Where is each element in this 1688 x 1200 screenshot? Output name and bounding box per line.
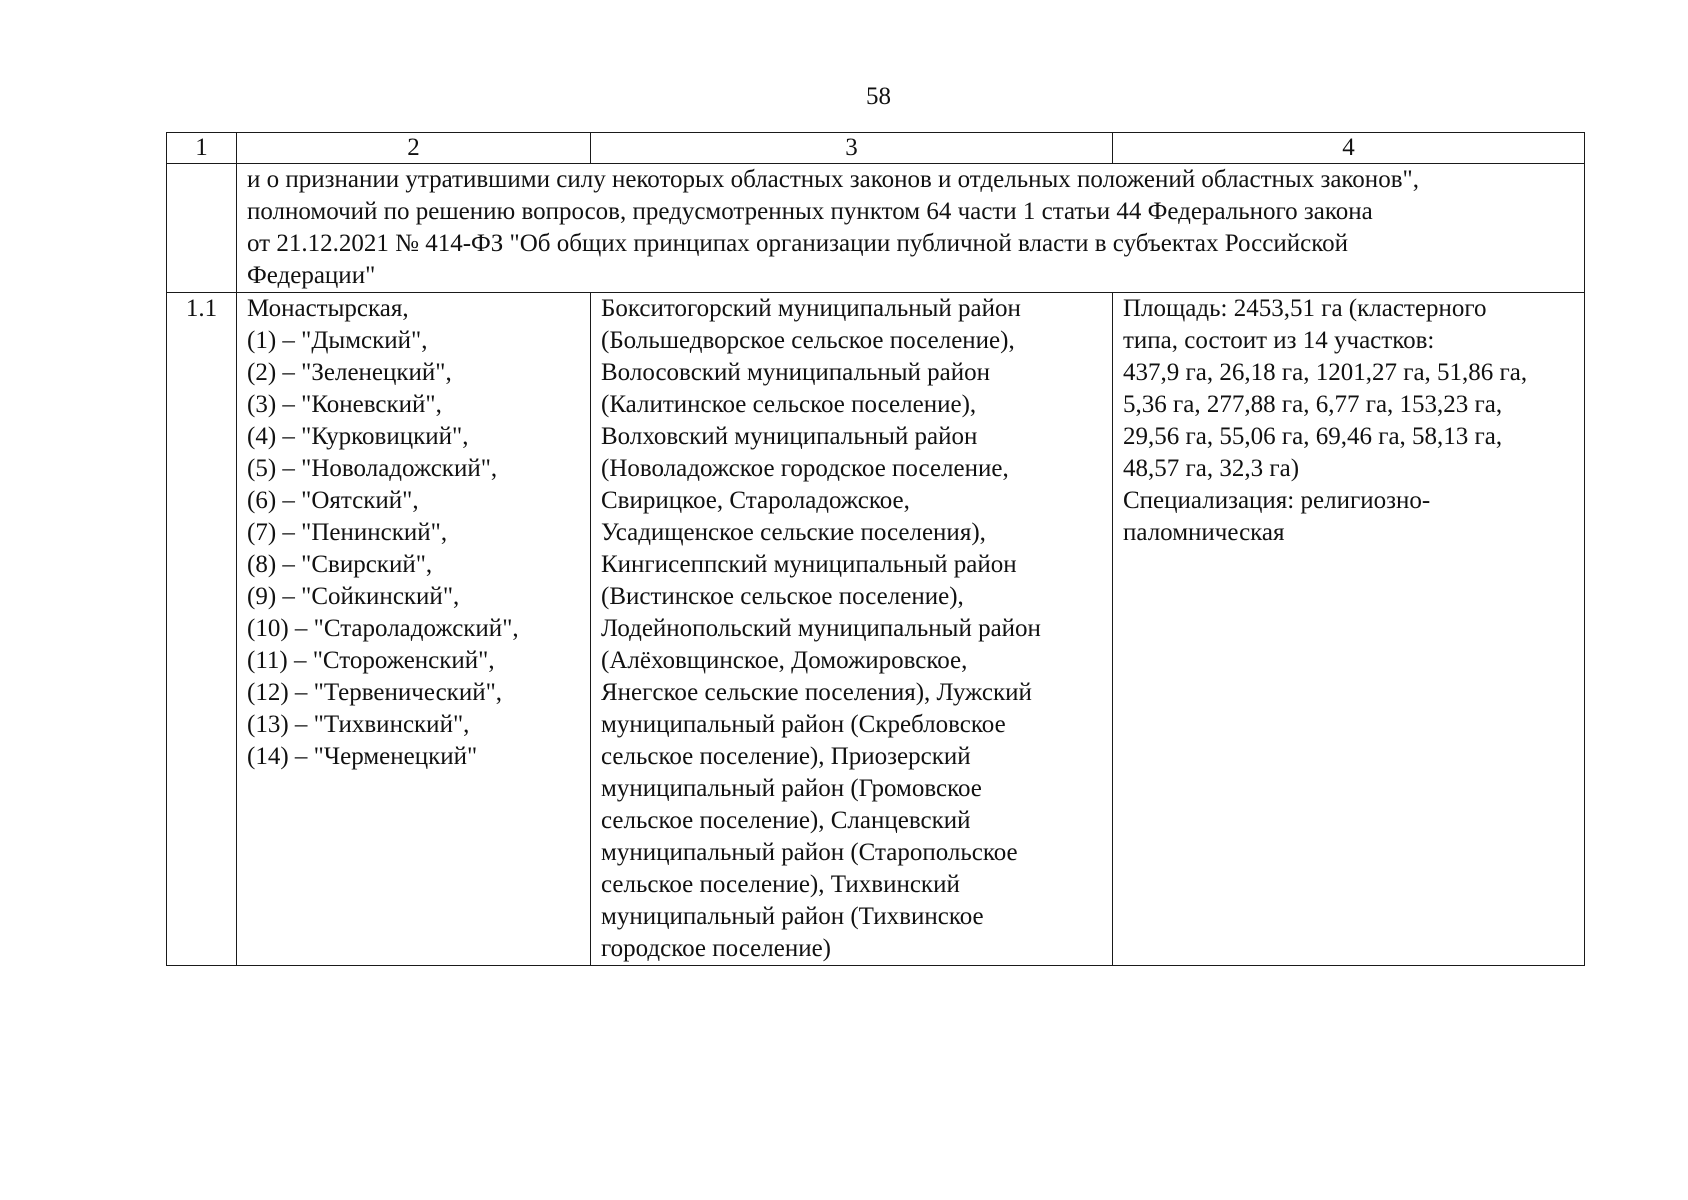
preamble-line: и о признании утратившими силу некоторых областных законов и отдельных положений областных законов",: [247, 166, 1419, 193]
cluster-line: (1) – "Дымский",: [247, 327, 428, 354]
cluster-line: (13) – "Тихвинский",: [247, 711, 470, 738]
column-header-4: 4: [1113, 133, 1585, 164]
document-table: [166, 132, 1585, 966]
cluster-line: (12) – "Тервенический",: [247, 679, 503, 706]
location-line: Свирицкое, Староладожское,: [601, 487, 910, 514]
location-line: сельское поселение), Сланцевский: [601, 807, 971, 834]
location-line: муниципальный район (Скребловское: [601, 711, 1006, 738]
area-line: 29,56 га, 55,06 га, 69,46 га, 58,13 га,: [1123, 423, 1503, 450]
location-line: (Новоладожское городское поселение,: [601, 455, 1009, 482]
cluster-line: (9) – "Сойкинский",: [247, 583, 460, 610]
cluster-line: (6) – "Оятский",: [247, 487, 419, 514]
area-line: 5,36 га, 277,88 га, 6,77 га, 153,23 га,: [1123, 391, 1503, 418]
cluster-line: (10) – "Староладожский",: [247, 615, 519, 642]
column-header-1: 1: [167, 133, 237, 164]
location-line: Бокситогорский муниципальный район: [601, 295, 1021, 322]
specialization-line: паломническая: [1123, 519, 1285, 546]
location-line: сельское поселение), Тихвинский: [601, 871, 960, 898]
preamble-line: Федерации": [247, 262, 376, 289]
location-line: (Калитинское сельское поселение),: [601, 391, 977, 418]
area-line: 437,9 га, 26,18 га, 1201,27 га, 51,86 га,: [1123, 359, 1528, 386]
area-specialization-cell: [1113, 293, 1585, 966]
cluster-line: (14) – "Черменецкий": [247, 743, 478, 770]
location-line: Янегское сельские поселения), Лужский: [601, 679, 1032, 706]
cluster-line: Монастырская,: [247, 295, 409, 322]
monastery-cluster-cell: [237, 293, 591, 966]
table-preamble-row: [167, 164, 1585, 293]
table-row: [167, 293, 1585, 966]
area-line: 48,57 га, 32,3 га): [1123, 455, 1300, 482]
specialization-line: Специализация: религиозно-: [1123, 487, 1431, 514]
cluster-line: (5) – "Новоладожский",: [247, 455, 498, 482]
location-line: городское поселение): [601, 935, 832, 962]
column-header-3: 3: [591, 133, 1113, 164]
location-line: Усадищенское сельские поселения),: [601, 519, 986, 546]
cluster-line: (3) – "Коневский",: [247, 391, 442, 418]
location-line: муниципальный район (Громовское: [601, 775, 982, 802]
cluster-line: (8) – "Свирский",: [247, 551, 433, 578]
preamble-empty-cell: [167, 164, 237, 293]
location-line: муниципальный район (Старопольское: [601, 839, 1018, 866]
location-line: Волховский муниципальный район: [601, 423, 978, 450]
cluster-line: (7) – "Пенинский",: [247, 519, 448, 546]
preamble-line: от 21.12.2021 № 414-ФЗ "Об общих принципах организации публичной власти в субъектах Российской: [247, 230, 1348, 257]
location-line: муниципальный район (Тихвинское: [601, 903, 984, 930]
cluster-line: (4) – "Курковицкий",: [247, 423, 469, 450]
column-header-2: 2: [237, 133, 591, 164]
location-line: (Большедворское сельское поселение),: [601, 327, 1015, 354]
location-line: Кингисеппский муниципальный район: [601, 551, 1017, 578]
page-number: 58: [866, 83, 891, 110]
preamble-line: полномочий по решению вопросов, предусмотренных пунктом 64 части 1 статьи 44 Федерального закона: [247, 198, 1373, 225]
area-line: Площадь: 2453,51 га (кластерного: [1123, 295, 1487, 322]
location-line: Лодейнопольский муниципальный район: [601, 615, 1041, 642]
location-cell: [591, 293, 1113, 966]
location-line: (Вистинское сельское поселение),: [601, 583, 964, 610]
cluster-line: (2) – "Зеленецкий",: [247, 359, 452, 386]
row-number: 1.1: [167, 293, 237, 966]
location-line: Волосовский муниципальный район: [601, 359, 991, 386]
location-line: сельское поселение), Приозерский: [601, 743, 971, 770]
preamble-text-cell: [237, 164, 1585, 293]
area-line: типа, состоит из 14 участков:: [1123, 327, 1435, 354]
location-line: (Алёховщинское, Доможировское,: [601, 647, 968, 674]
cluster-line: (11) – "Стороженский",: [247, 647, 495, 674]
table-header-row: [167, 133, 1585, 164]
